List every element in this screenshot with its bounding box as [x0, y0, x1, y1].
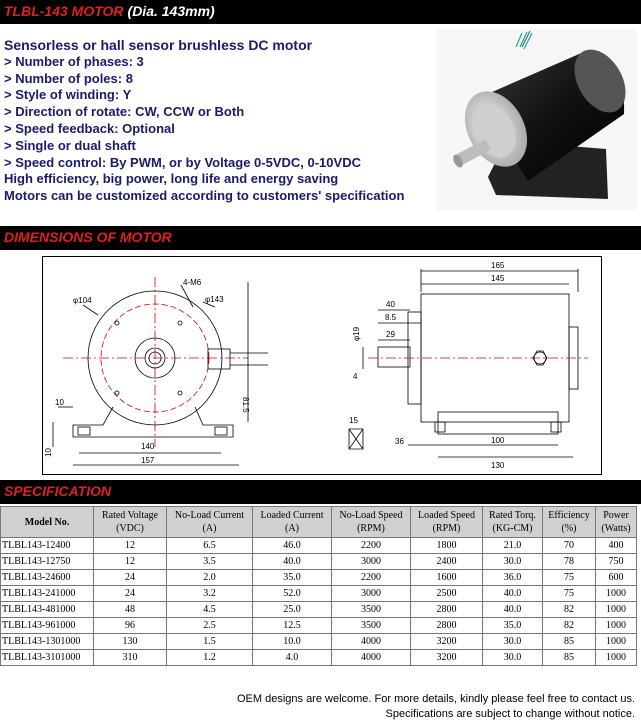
title-bar	[0, 0, 641, 24]
dim-l15: 15	[349, 416, 358, 425]
value-cell: 1000	[596, 602, 637, 618]
dim-l29: 29	[386, 330, 395, 339]
col-efficiency: Efficiency (%)	[543, 507, 596, 538]
col-model: Model No.	[1, 507, 94, 538]
value-cell: 82	[543, 618, 596, 634]
value-cell: 2400	[411, 554, 483, 570]
value-cell: 310	[94, 650, 167, 666]
dim-d104: φ104	[73, 296, 92, 305]
spec-line: > Number of poles: 8	[4, 70, 133, 86]
dim-l36: 36	[395, 437, 404, 446]
value-cell: 85	[543, 650, 596, 666]
dim-l40: 40	[386, 300, 395, 309]
dim-l165: 165	[491, 261, 505, 270]
value-cell: 3000	[332, 554, 411, 570]
value-cell: 400	[596, 538, 637, 554]
spec-line: High efficiency, big power, long life and energy saving	[4, 171, 339, 187]
value-cell: 82	[543, 602, 596, 618]
motor-title: TLBL-143 MOTOR	[4, 3, 124, 19]
dimensions-bar	[0, 226, 641, 250]
value-cell: 4.0	[253, 650, 332, 666]
table-row	[1, 650, 637, 666]
dim-d143: φ143	[205, 295, 224, 304]
value-cell: 36.0	[483, 570, 543, 586]
dim-l85: 8.5	[385, 313, 397, 322]
value-cell: 24	[94, 570, 167, 586]
col-rated-torque: Rated Torq. (KG-CM)	[483, 507, 543, 538]
dim-m6: 4-M6	[183, 278, 202, 287]
dimensions-title: DIMENSIONS OF MOTOR	[4, 229, 172, 245]
model-cell: TLBL143-481000	[1, 602, 94, 618]
table-row	[1, 618, 637, 634]
motor-subtitle: (Dia. 143mm)	[127, 3, 215, 19]
value-cell: 2200	[332, 538, 411, 554]
value-cell: 75	[543, 570, 596, 586]
value-cell: 3500	[332, 618, 411, 634]
value-cell: 52.0	[253, 586, 332, 602]
value-cell: 3.5	[167, 554, 253, 570]
dim-l100: 100	[491, 436, 505, 445]
value-cell: 3200	[411, 634, 483, 650]
value-cell: 2800	[411, 602, 483, 618]
spec-line: > Style of winding: Y	[4, 87, 132, 103]
col-loaded-speed: Loaded Speed (RPM)	[411, 507, 483, 538]
value-cell: 1.2	[167, 650, 253, 666]
table-header-row	[1, 507, 637, 538]
value-cell: 12	[94, 538, 167, 554]
dim-l4: 4	[353, 372, 358, 381]
dim-w157: 157	[141, 456, 155, 465]
value-cell: 48	[94, 602, 167, 618]
value-cell: 2.0	[167, 570, 253, 586]
value-cell: 2800	[411, 618, 483, 634]
value-cell: 3200	[411, 650, 483, 666]
col-noload-speed: No-Load Speed (RPM)	[332, 507, 411, 538]
specification-bar	[0, 480, 641, 504]
value-cell: 3.2	[167, 586, 253, 602]
value-cell: 35.0	[253, 570, 332, 586]
model-cell: TLBL143-12750	[1, 554, 94, 570]
value-cell: 30.0	[483, 554, 543, 570]
col-power: Power (Watts)	[596, 507, 637, 538]
value-cell: 30.0	[483, 634, 543, 650]
value-cell: 35.0	[483, 618, 543, 634]
spec-table-body	[1, 538, 637, 666]
value-cell: 1000	[596, 618, 637, 634]
value-cell: 2500	[411, 586, 483, 602]
value-cell: 96	[94, 618, 167, 634]
value-cell: 70	[543, 538, 596, 554]
value-cell: 40.0	[483, 602, 543, 618]
value-cell: 4.5	[167, 602, 253, 618]
dim-h10: 10	[44, 448, 53, 457]
value-cell: 130	[94, 634, 167, 650]
spec-line: > Direction of rotate: CW, CCW or Both	[4, 104, 245, 120]
table-row	[1, 554, 637, 570]
model-cell: TLBL143-1301000	[1, 634, 94, 650]
value-cell: 25.0	[253, 602, 332, 618]
value-cell: 3500	[332, 602, 411, 618]
col-rated-voltage: Rated Voltage (VDC)	[94, 507, 167, 538]
value-cell: 40.0	[483, 586, 543, 602]
dim-l130: 130	[491, 461, 505, 470]
value-cell: 24	[94, 586, 167, 602]
value-cell: 1000	[596, 650, 637, 666]
spec-line: > Number of phases: 3	[4, 53, 144, 69]
model-cell: TLBL143-961000	[1, 618, 94, 634]
value-cell: 78	[543, 554, 596, 570]
value-cell: 4000	[332, 634, 411, 650]
value-cell: 12.5	[253, 618, 332, 634]
value-cell: 750	[596, 554, 637, 570]
value-cell: 3000	[332, 586, 411, 602]
spec-line: > Single or dual shaft	[4, 137, 136, 153]
dim-d19: φ19	[352, 326, 361, 341]
value-cell: 85	[543, 634, 596, 650]
value-cell: 46.0	[253, 538, 332, 554]
motor-photo	[436, 29, 637, 210]
value-cell: 1600	[411, 570, 483, 586]
value-cell: 6.5	[167, 538, 253, 554]
value-cell: 10.0	[253, 634, 332, 650]
dim-w140: 140	[141, 442, 155, 451]
value-cell: 1800	[411, 538, 483, 554]
dimension-drawing	[42, 256, 602, 475]
model-cell: TLBL143-241000	[1, 586, 94, 602]
value-cell: 600	[596, 570, 637, 586]
table-row	[1, 570, 637, 586]
value-cell: 2.5	[167, 618, 253, 634]
value-cell: 30.0	[483, 650, 543, 666]
dim-l145: 145	[491, 274, 505, 283]
col-loaded-current: Loaded Current (A)	[253, 507, 332, 538]
spec-line: Motors can be customized according to customers' specification	[4, 188, 405, 204]
value-cell: 12	[94, 554, 167, 570]
specification-title: SPECIFICATION	[4, 483, 112, 499]
table-row	[1, 602, 637, 618]
col-noload-current: No-Load Current (A)	[167, 507, 253, 538]
description-block	[4, 37, 434, 205]
value-cell: 40.0	[253, 554, 332, 570]
spec-line: > Speed feedback: Optional	[4, 120, 175, 136]
footer-notice: Specifications are subject to change without notice.	[385, 708, 635, 720]
value-cell: 75	[543, 586, 596, 602]
model-cell: TLBL143-24600	[1, 570, 94, 586]
spec-table	[0, 506, 637, 666]
value-cell: 1000	[596, 634, 637, 650]
table-row	[1, 586, 637, 602]
model-cell: TLBL143-12400	[1, 538, 94, 554]
value-cell: 1000	[596, 586, 637, 602]
footer-oem: OEM designs are welcome. For more details, kindly please feel free to contact us.	[236, 693, 635, 705]
table-row	[1, 634, 637, 650]
model-cell: TLBL143-3101000	[1, 650, 94, 666]
value-cell: 1.5	[167, 634, 253, 650]
spec-line: > Speed control: By PWM, or by Voltage 0-5VDC, 0-10VDC	[4, 154, 361, 170]
value-cell: 2200	[332, 570, 411, 586]
description-heading: Sensorless or hall sensor brushless DC motor	[4, 37, 313, 53]
dim-w10: 10	[55, 398, 64, 407]
dim-h815: 81.5	[241, 397, 250, 413]
value-cell: 4000	[332, 650, 411, 666]
table-row	[1, 538, 637, 554]
value-cell: 21.0	[483, 538, 543, 554]
drawing-svg	[43, 257, 601, 474]
